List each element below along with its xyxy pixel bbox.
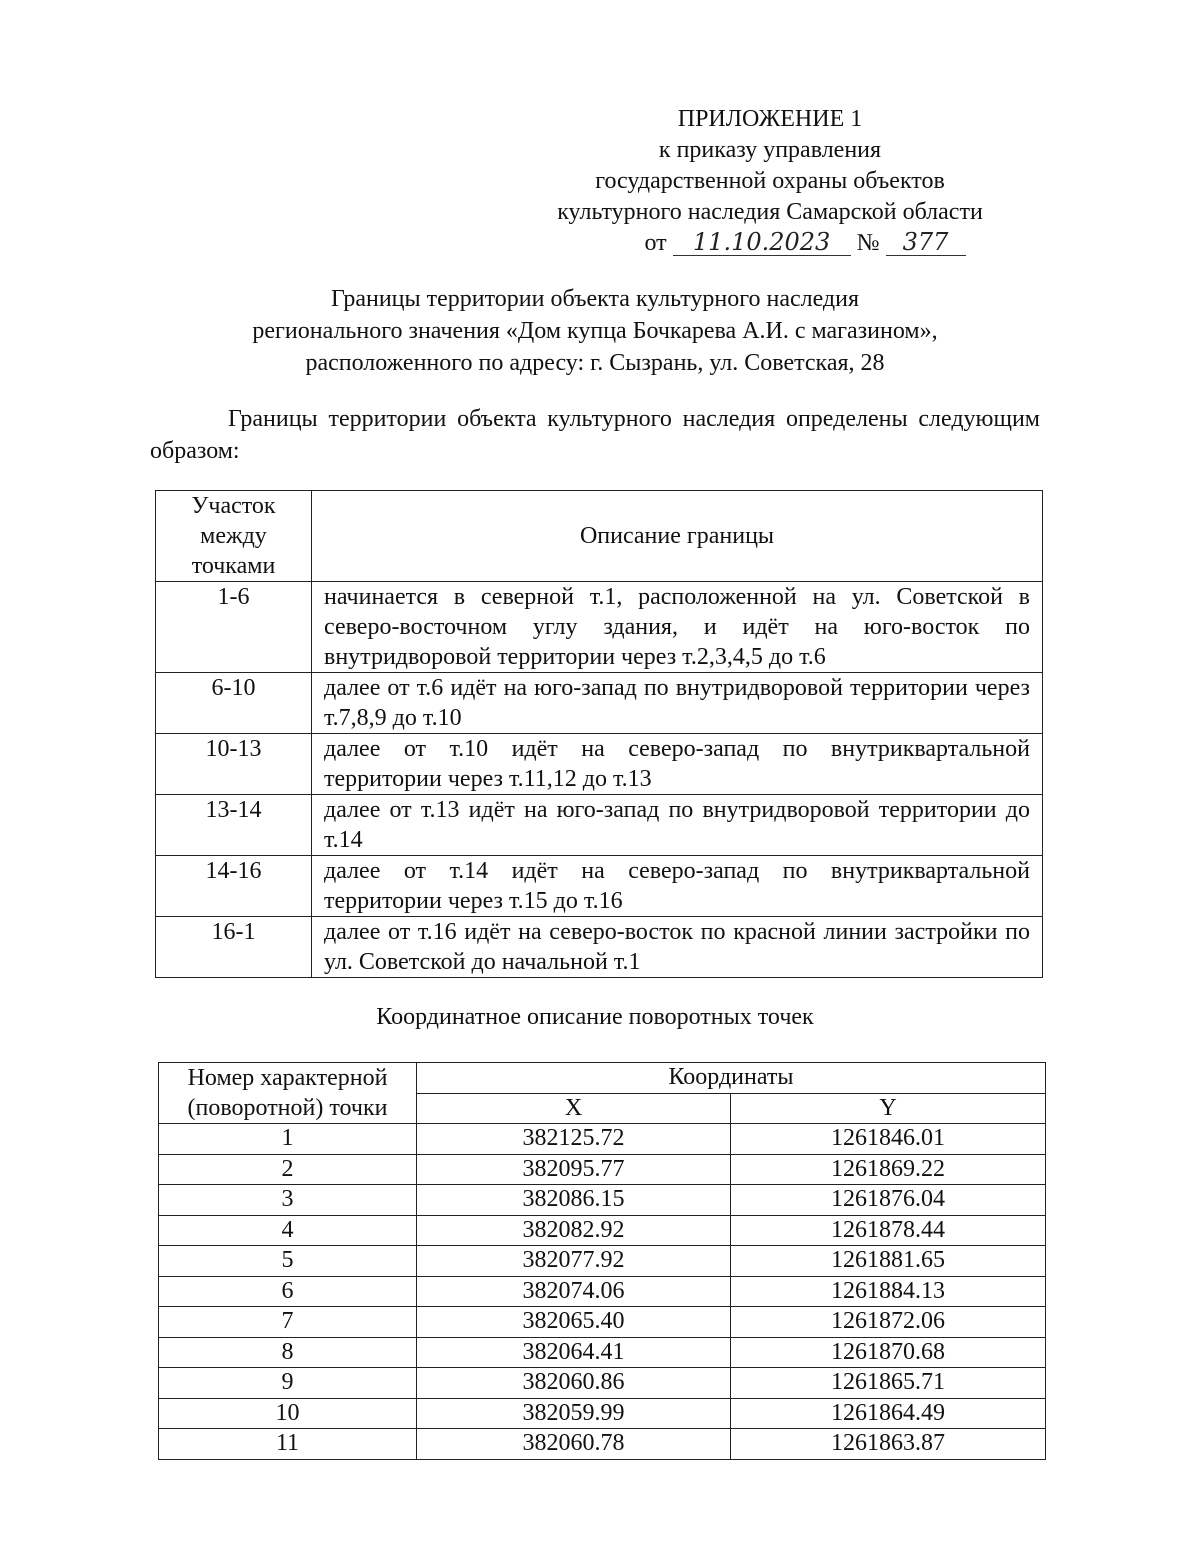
title-line: регионального значения «Дом купца Бочкарева А.И. с магазином»,	[252, 318, 938, 344]
y-cell: 1261846.01	[731, 1124, 1046, 1155]
table-row	[159, 1337, 1046, 1368]
y-cell: 1261881.65	[731, 1246, 1046, 1277]
segment-cell: 1-6	[156, 582, 312, 673]
y-cell: 1261884.13	[731, 1276, 1046, 1307]
description-cell: далее от т.14 идёт на северо-запад по внутриквартальной территории через т.15 до т.16	[312, 856, 1043, 917]
table-row	[159, 1398, 1046, 1429]
x-cell: 382082.92	[417, 1215, 731, 1246]
document-title	[150, 283, 1040, 379]
table-row	[156, 856, 1043, 917]
header-segment: Участок между точками	[156, 491, 312, 582]
table-row	[156, 795, 1043, 856]
table-row	[156, 917, 1043, 978]
segment-cell: 16-1	[156, 917, 312, 978]
table-row	[159, 1215, 1046, 1246]
table-header-row	[159, 1063, 1046, 1094]
point-number-cell: 7	[159, 1307, 417, 1338]
point-number-cell: 5	[159, 1246, 417, 1277]
header-line: к приказу управления	[658, 137, 882, 163]
point-number-cell: 9	[159, 1368, 417, 1399]
y-cell: 1261870.68	[731, 1337, 1046, 1368]
segment-cell: 6-10	[156, 673, 312, 734]
description-cell: далее от т.16 идёт на северо-восток по красной линии застройки по ул. Советской до начальной т.1	[312, 917, 1043, 978]
description-cell: далее от т.6 идёт на юго-запад по внутридворовой территории через т.7,8,9 до т.10	[312, 673, 1043, 734]
table-row	[159, 1124, 1046, 1155]
table-row	[159, 1429, 1046, 1460]
coordinates-table	[158, 1062, 1046, 1460]
x-cell: 382065.40	[417, 1307, 731, 1338]
appendix-header	[520, 104, 1020, 259]
table-row	[159, 1276, 1046, 1307]
coords-caption: Координатное описание поворотных точек	[376, 1004, 814, 1030]
x-cell: 382074.06	[417, 1276, 731, 1307]
date-prefix: от	[644, 230, 667, 256]
number-prefix: №	[856, 230, 880, 256]
x-cell: 382060.86	[417, 1368, 731, 1399]
x-cell: 382060.78	[417, 1429, 731, 1460]
y-cell: 1261878.44	[731, 1215, 1046, 1246]
header-coordinates: Координаты	[417, 1063, 1046, 1094]
y-cell: 1261869.22	[731, 1154, 1046, 1185]
handwritten-number: 377	[886, 229, 966, 256]
header-y: Y	[731, 1093, 1046, 1124]
handwritten-date: 11.10.2023	[673, 229, 851, 256]
header-x: X	[417, 1093, 731, 1124]
point-number-cell: 3	[159, 1185, 417, 1216]
y-cell: 1261872.06	[731, 1307, 1046, 1338]
header-point-number: Номер характерной (поворотной) точки	[159, 1063, 417, 1124]
point-number-cell: 4	[159, 1215, 417, 1246]
y-cell: 1261876.04	[731, 1185, 1046, 1216]
table-header-row	[156, 491, 1043, 582]
point-number-cell: 11	[159, 1429, 417, 1460]
y-cell: 1261863.87	[731, 1429, 1046, 1460]
segment-cell: 13-14	[156, 795, 312, 856]
table-row	[156, 734, 1043, 795]
intro-paragraph: Границы территории объекта культурного наследия определены следующим образом:	[150, 406, 1040, 464]
description-cell: далее от т.10 идёт на северо-запад по внутриквартальной территории через т.11,12 до т.13	[312, 734, 1043, 795]
table-row	[159, 1307, 1046, 1338]
header-line: государственной охраны объектов	[595, 168, 945, 194]
description-cell: начинается в северной т.1, расположенной на ул. Советской в северо-восточном углу здания, и идёт на юго-восток по внутридворовой территории через т.2,3,4,5 до т.6	[312, 582, 1043, 673]
appendix-title: ПРИЛОЖЕНИЕ 1	[677, 106, 863, 132]
header-description: Описание границы	[312, 491, 1043, 582]
x-cell: 382125.72	[417, 1124, 731, 1155]
table-row	[156, 582, 1043, 673]
point-number-cell: 2	[159, 1154, 417, 1185]
x-cell: 382095.77	[417, 1154, 731, 1185]
point-number-cell: 8	[159, 1337, 417, 1368]
table-row	[156, 673, 1043, 734]
segment-cell: 14-16	[156, 856, 312, 917]
x-cell: 382077.92	[417, 1246, 731, 1277]
description-cell: далее от т.13 идёт на юго-запад по внутридворовой территории до т.14	[312, 795, 1043, 856]
table-row	[159, 1185, 1046, 1216]
table-row	[159, 1368, 1046, 1399]
point-number-cell: 10	[159, 1398, 417, 1429]
header-line: культурного наследия Самарской области	[557, 199, 983, 225]
date-number-line	[520, 228, 1020, 259]
x-cell: 382064.41	[417, 1337, 731, 1368]
boundary-table	[155, 490, 1043, 978]
y-cell: 1261865.71	[731, 1368, 1046, 1399]
title-line: Границы территории объекта культурного наследия	[330, 286, 860, 312]
segment-cell: 10-13	[156, 734, 312, 795]
table-row	[159, 1154, 1046, 1185]
table-row	[159, 1246, 1046, 1277]
title-line: расположенного по адресу: г. Сызрань, ул. Советская, 28	[305, 350, 885, 376]
x-cell: 382086.15	[417, 1185, 731, 1216]
point-number-cell: 1	[159, 1124, 417, 1155]
y-cell: 1261864.49	[731, 1398, 1046, 1429]
x-cell: 382059.99	[417, 1398, 731, 1429]
point-number-cell: 6	[159, 1276, 417, 1307]
